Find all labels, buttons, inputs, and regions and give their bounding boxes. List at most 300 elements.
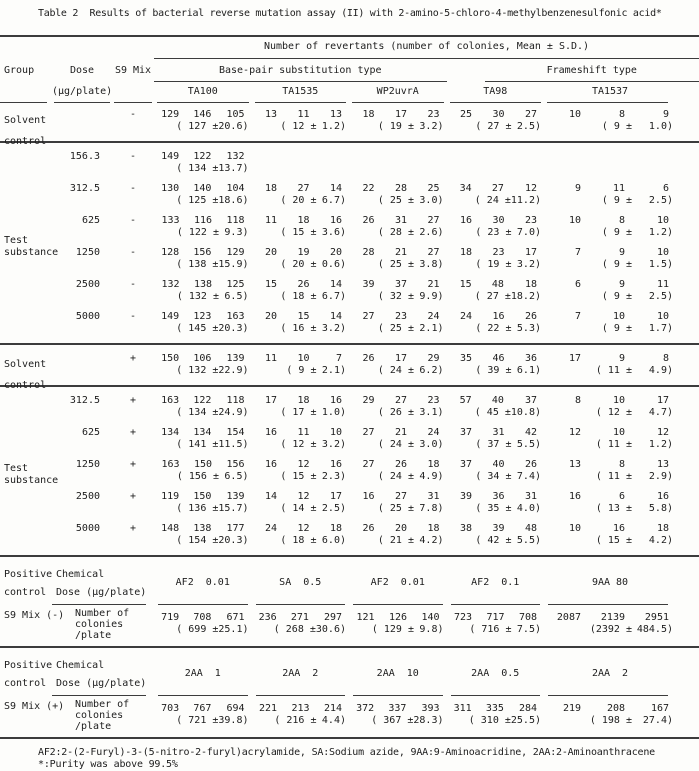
s9-mix-column-header: S9 Mix bbox=[112, 59, 154, 82]
strain-result-cell bbox=[544, 279, 676, 303]
group-label-line: control bbox=[4, 675, 52, 693]
dose-row bbox=[0, 353, 699, 377]
colony-count: 17 bbox=[544, 353, 588, 365]
colony-count: 21 bbox=[382, 247, 415, 259]
colony-count: 16 bbox=[544, 491, 588, 503]
strain-result-cell bbox=[544, 699, 676, 732]
colony-count: 26 bbox=[349, 523, 382, 535]
colony-count: 104 bbox=[218, 183, 251, 195]
strain-result-cell bbox=[349, 459, 447, 483]
colony-count: 14 bbox=[317, 311, 350, 323]
footnote-abbreviations: AF2:2-(2-Furyl)-3-(5-nitro-2-furyl)acrylamide, SA:Sodium azide, 9AA:9-Aminoacridine, 2AA:2-Aminoanthracene bbox=[38, 747, 699, 759]
colony-count: 7 bbox=[317, 353, 350, 365]
strain-result-cell bbox=[252, 491, 350, 515]
header-strains-row bbox=[0, 82, 699, 98]
mean-value: ( 11 ± bbox=[544, 439, 632, 451]
footnote-purity: *:Purity was above 99.5% bbox=[38, 759, 699, 771]
colony-count: 36 bbox=[512, 353, 545, 365]
section-divider bbox=[0, 646, 699, 648]
colony-count: 39 bbox=[447, 491, 480, 503]
segment-line bbox=[548, 604, 668, 605]
sd-value: 4.7) bbox=[632, 407, 676, 419]
positive-chemical-dose: 2AA 2 bbox=[252, 656, 350, 693]
colony-count: 9 bbox=[588, 353, 632, 365]
colony-count: 26 bbox=[382, 459, 415, 471]
colony-count: 18 bbox=[632, 523, 676, 535]
strain-result-cell bbox=[154, 215, 252, 239]
strain-result-cell bbox=[154, 151, 252, 175]
sd-value: 2.9) bbox=[632, 471, 676, 483]
mean-value: ( 156 ± bbox=[154, 471, 219, 483]
strain-result-cell bbox=[252, 395, 350, 419]
colony-count: 31 bbox=[382, 215, 415, 227]
colony-count: 17 bbox=[252, 395, 285, 407]
colony-count: 14 bbox=[252, 491, 285, 503]
colony-count: 694 bbox=[218, 703, 251, 715]
dose-row bbox=[0, 279, 699, 303]
sd-value: 3.2) bbox=[317, 439, 350, 451]
sd-value: 4.4) bbox=[317, 715, 350, 727]
colony-count: 31 bbox=[414, 491, 447, 503]
colony-count: 15 bbox=[447, 279, 479, 291]
mean-value: ( 25 ± bbox=[349, 195, 414, 207]
group-label-line: Positive bbox=[4, 657, 52, 675]
segment-line bbox=[451, 695, 541, 696]
colony-count: 719 bbox=[154, 612, 186, 624]
segment-line bbox=[353, 604, 443, 605]
colony-count: 24 bbox=[447, 311, 480, 323]
colony-count: 11 bbox=[284, 109, 317, 121]
mean-value: ( 20 ± bbox=[252, 195, 317, 207]
strain-result-cell bbox=[447, 215, 545, 239]
dose-row bbox=[0, 395, 699, 419]
mean-value: ( 25 ± bbox=[349, 323, 414, 335]
sd-value: 1.2) bbox=[632, 439, 676, 451]
strain-result-cell bbox=[154, 608, 252, 641]
section-divider bbox=[0, 343, 699, 345]
strain-result-cell bbox=[349, 491, 447, 515]
colony-count: 27 bbox=[479, 183, 511, 195]
colony-count: 57 bbox=[447, 395, 479, 407]
colony-count: 134 bbox=[186, 427, 218, 439]
dose-column-header: Dose bbox=[52, 59, 112, 82]
dose-label-line: Dose (μg/plate) bbox=[56, 584, 154, 602]
colony-count-label-line: /plate bbox=[75, 721, 154, 732]
s9-mix-value: + bbox=[112, 491, 154, 515]
mean-value: ( 141 ± bbox=[154, 439, 218, 451]
colony-count: 26 bbox=[284, 279, 317, 291]
s9-mix-label: S9 Mix (-) bbox=[0, 608, 52, 641]
colony-count: 24 bbox=[414, 427, 447, 439]
sd-value: 3.2) bbox=[317, 323, 350, 335]
strain-result-cell bbox=[349, 523, 447, 547]
colony-count: 24 bbox=[252, 523, 285, 535]
dose-row bbox=[0, 311, 699, 335]
footnotes bbox=[38, 747, 699, 771]
sd-value: 6.1) bbox=[512, 365, 545, 377]
mean-value: ( 16 ± bbox=[252, 323, 317, 335]
mean-value: ( 127 ± bbox=[154, 121, 218, 133]
mean-value: ( 25 ± bbox=[349, 259, 414, 271]
colony-count: 123 bbox=[186, 311, 218, 323]
segment-line bbox=[256, 604, 346, 605]
divider-segments-row bbox=[0, 602, 699, 605]
colony-count: 29 bbox=[414, 353, 447, 365]
dose-value: 312.5 bbox=[52, 183, 112, 207]
chemical-dose-label bbox=[52, 656, 154, 693]
colony-count: 37 bbox=[382, 279, 415, 291]
segment-line bbox=[54, 102, 110, 103]
colony-count: 18 bbox=[447, 247, 480, 259]
group-label-line: control bbox=[4, 131, 46, 152]
segment-line bbox=[158, 604, 248, 605]
dose-row bbox=[0, 183, 699, 207]
colony-count: 150 bbox=[154, 353, 186, 365]
strain-result-cell bbox=[349, 608, 447, 641]
sd-value: 2.5) bbox=[632, 291, 676, 303]
colony-count: 27 bbox=[512, 109, 545, 121]
mean-value: ( 716 ± bbox=[447, 624, 512, 636]
colony-count: 14 bbox=[317, 183, 350, 195]
colony-count: 16 bbox=[252, 459, 285, 471]
colony-count: 138 bbox=[186, 523, 218, 535]
colony-count: 42 bbox=[512, 427, 545, 439]
dose-value: 2500 bbox=[52, 279, 112, 303]
colony-count: 163 bbox=[154, 459, 187, 471]
colony-count: 139 bbox=[218, 491, 251, 503]
colony-count: 129 bbox=[154, 109, 186, 121]
colony-count: 163 bbox=[154, 395, 186, 407]
strain-result-cell bbox=[252, 279, 350, 303]
colony-count: 16 bbox=[479, 311, 512, 323]
sd-value: 6.2) bbox=[414, 365, 447, 377]
revertants-header: Number of revertants (number of colonies, Mean ± S.D.) bbox=[154, 37, 699, 59]
strain-result-cell bbox=[544, 523, 676, 547]
colony-count: 27 bbox=[382, 395, 415, 407]
colony-count: 16 bbox=[317, 395, 350, 407]
dose-value: 312.5 bbox=[52, 395, 112, 419]
mean-value: ( 216 ± bbox=[252, 715, 317, 727]
colony-count: 15 bbox=[284, 311, 317, 323]
colony-count: 148 bbox=[154, 523, 186, 535]
colony-count: 337 bbox=[381, 703, 413, 715]
colony-count: 27 bbox=[349, 459, 382, 471]
colony-count: 219 bbox=[544, 703, 588, 715]
strain-result-cell bbox=[544, 247, 676, 271]
strain-result-cell bbox=[447, 608, 545, 641]
sd-value: 7.5) bbox=[512, 624, 545, 636]
mean-value: ( 9 ± bbox=[544, 259, 632, 271]
colony-count: 27 bbox=[349, 427, 382, 439]
mean-value: ( 15 ± bbox=[544, 535, 632, 547]
colony-count: 149 bbox=[154, 311, 186, 323]
sd-value: 5.3) bbox=[512, 323, 545, 335]
colony-count: 121 bbox=[349, 612, 382, 624]
colony-count: 18 bbox=[284, 215, 317, 227]
sd-value: 7.8) bbox=[414, 503, 447, 515]
sd-value: 2.5) bbox=[317, 503, 350, 515]
colony-count: 21 bbox=[382, 427, 415, 439]
colony-count: 7 bbox=[544, 311, 588, 323]
colony-count: 18 bbox=[414, 459, 447, 471]
section-divider bbox=[0, 555, 699, 557]
sd-value: 0.6) bbox=[317, 259, 350, 271]
s9-mix-value: + bbox=[112, 353, 154, 377]
colony-count: 122 bbox=[186, 395, 218, 407]
sd-value: 20.3) bbox=[218, 323, 251, 335]
strain-result-cell bbox=[349, 353, 447, 377]
colony-count: 271 bbox=[284, 612, 316, 624]
colony-count: 29 bbox=[349, 395, 382, 407]
colony-count-label bbox=[52, 699, 154, 732]
strain-result-cell bbox=[154, 459, 252, 483]
strain-result-cell bbox=[447, 311, 545, 335]
sd-value: 20.6) bbox=[218, 121, 251, 133]
sd-value: 2.1) bbox=[317, 365, 350, 377]
sd-value: 6.7) bbox=[317, 291, 350, 303]
sd-value: 5.5) bbox=[512, 439, 545, 451]
colony-count: 10 bbox=[544, 109, 588, 121]
strain-result-cell bbox=[447, 183, 545, 207]
colony-count: 26 bbox=[349, 353, 382, 365]
group-label-line: Solvent bbox=[4, 354, 46, 375]
sd-value: 4.0) bbox=[512, 503, 545, 515]
mean-value: ( 19 ± bbox=[447, 259, 512, 271]
sd-value: 11.5) bbox=[218, 439, 251, 451]
strain-result-cell bbox=[447, 279, 545, 303]
positive-chemical-row bbox=[0, 565, 699, 602]
sd-value: 1.2) bbox=[632, 227, 676, 239]
mean-value: ( 198 ± bbox=[544, 715, 632, 727]
sd-value: 3.0) bbox=[414, 195, 447, 207]
mean-value: ( 145 ± bbox=[154, 323, 218, 335]
strain-result-cell bbox=[154, 311, 252, 335]
strain-result-cell bbox=[154, 395, 252, 419]
header-underline-row bbox=[0, 98, 699, 103]
colony-count: 138 bbox=[187, 279, 220, 291]
dose-value: 5000 bbox=[52, 311, 112, 335]
results-table bbox=[0, 35, 699, 739]
strain-result-cell bbox=[252, 427, 350, 451]
colony-count: 26 bbox=[512, 459, 545, 471]
section-solvent-control-minus bbox=[0, 109, 699, 133]
colony-count: 23 bbox=[512, 215, 545, 227]
colony-count: 297 bbox=[316, 612, 349, 624]
colony-count: 28 bbox=[382, 183, 415, 195]
colony-count: 12 bbox=[284, 491, 317, 503]
base-pair-type-header: Base-pair substitution type bbox=[154, 59, 447, 82]
strain-result-cell bbox=[447, 523, 545, 547]
divider-segments-row bbox=[0, 693, 699, 696]
colony-count: 393 bbox=[413, 703, 446, 715]
mean-value: ( 24 ± bbox=[349, 439, 414, 451]
section-test-substance-plus bbox=[0, 395, 699, 547]
mean-value: ( 21 ± bbox=[349, 535, 414, 547]
mean-value: ( 132 ± bbox=[154, 291, 219, 303]
colony-count: 18 bbox=[252, 183, 285, 195]
strain-header-ta100: TA100 bbox=[154, 82, 252, 98]
mean-value: ( 13 ± bbox=[544, 503, 632, 515]
colony-count: 23 bbox=[382, 311, 415, 323]
sd-value: 2.6) bbox=[414, 227, 447, 239]
colony-count: 16 bbox=[317, 215, 350, 227]
positive-chemical-dose: 2AA 1 bbox=[154, 656, 252, 693]
colony-count: 23 bbox=[479, 247, 512, 259]
positive-chemical-dose: AF2 0.01 bbox=[154, 565, 252, 602]
group-label-line: substance bbox=[4, 247, 58, 259]
colony-count: 125 bbox=[219, 279, 252, 291]
mean-value: ( 136 ± bbox=[154, 503, 218, 515]
colony-count: 20 bbox=[252, 311, 285, 323]
group-label bbox=[4, 110, 46, 152]
colony-count: 149 bbox=[154, 151, 186, 163]
strain-result-cell bbox=[154, 353, 252, 377]
mean-value: ( 132 ± bbox=[154, 365, 218, 377]
colony-count: 134 bbox=[154, 427, 186, 439]
sd-value: 3.0) bbox=[414, 439, 447, 451]
colony-count: 723 bbox=[447, 612, 480, 624]
positive-chemical-dose: 2AA 10 bbox=[349, 656, 447, 693]
strain-result-cell bbox=[252, 183, 350, 207]
colony-count: 311 bbox=[447, 703, 479, 715]
colony-count: 106 bbox=[186, 353, 218, 365]
colony-count: 139 bbox=[218, 353, 251, 365]
sd-value: 9.9) bbox=[414, 291, 447, 303]
mean-value: ( 134 ± bbox=[154, 407, 218, 419]
s9-mix-label: S9 Mix (+) bbox=[0, 699, 52, 732]
colony-count: 6 bbox=[588, 491, 632, 503]
colony-count: 132 bbox=[218, 151, 251, 163]
colony-count: 16 bbox=[317, 459, 350, 471]
dose-row bbox=[0, 109, 699, 133]
colony-count: 12 bbox=[284, 459, 317, 471]
dose-row bbox=[0, 247, 699, 271]
colony-count: 34 bbox=[447, 183, 479, 195]
sd-value: 3.2) bbox=[414, 121, 447, 133]
colony-count: 46 bbox=[479, 353, 512, 365]
sd-value: 3.8) bbox=[414, 259, 447, 271]
colony-count: 13 bbox=[252, 109, 285, 121]
segment-line bbox=[114, 102, 152, 103]
sd-value: 2.5) bbox=[512, 121, 545, 133]
colony-count: 10 bbox=[588, 311, 632, 323]
group-label-line: control bbox=[4, 375, 46, 396]
section-solvent-control-plus bbox=[0, 353, 699, 377]
strain-result-cell bbox=[349, 215, 447, 239]
colony-count: 16 bbox=[588, 523, 632, 535]
positive-chemical-dose: 9AA 80 bbox=[544, 565, 676, 602]
strain-result-cell bbox=[544, 151, 676, 175]
sd-value: 20.3) bbox=[218, 535, 251, 547]
mean-value: ( 35 ± bbox=[447, 503, 512, 515]
s9-mix-value: - bbox=[112, 311, 154, 335]
sd-value: 6.7) bbox=[317, 195, 350, 207]
colony-count: 10 bbox=[632, 247, 676, 259]
mean-value: ( 9 ± bbox=[544, 121, 632, 133]
group-label bbox=[4, 354, 46, 396]
group-label-line: Solvent bbox=[4, 110, 46, 131]
section-divider bbox=[0, 737, 699, 739]
strain-result-cell bbox=[544, 491, 676, 515]
sd-value: 25.5) bbox=[511, 715, 544, 727]
mean-value: ( 25 ± bbox=[349, 503, 414, 515]
colony-count: 130 bbox=[154, 183, 186, 195]
colony-count: 6 bbox=[632, 183, 676, 195]
strain-result-cell bbox=[544, 395, 676, 419]
colony-count: 122 bbox=[186, 151, 218, 163]
mean-value: ( 12 ± bbox=[252, 439, 317, 451]
strain-result-cell bbox=[252, 311, 350, 335]
colony-count-label bbox=[52, 608, 154, 641]
mean-value: ( 15 ± bbox=[252, 227, 317, 239]
colony-count: 10 bbox=[284, 353, 317, 365]
sd-value: 18.2) bbox=[511, 291, 544, 303]
colony-count: 10 bbox=[632, 215, 676, 227]
sd-value: 39.8) bbox=[218, 715, 251, 727]
colony-count: 2951 bbox=[632, 612, 676, 624]
sd-value: 15.7) bbox=[218, 503, 251, 515]
mean-value: ( 11 ± bbox=[544, 471, 632, 483]
colony-count: 9 bbox=[544, 183, 588, 195]
colony-count: 26 bbox=[512, 311, 545, 323]
colony-count: 37 bbox=[447, 459, 480, 471]
mean-value: ( 42 ± bbox=[447, 535, 512, 547]
colony-count: 18 bbox=[349, 109, 382, 121]
colony-count: 703 bbox=[154, 703, 186, 715]
sd-value: 6.5) bbox=[219, 291, 252, 303]
strain-result-cell bbox=[544, 608, 676, 641]
section-test-substance-minus bbox=[0, 151, 699, 335]
sd-value: 1.0) bbox=[632, 121, 676, 133]
mean-value: ( 18 ± bbox=[252, 291, 317, 303]
group-label bbox=[4, 463, 58, 487]
strain-result-cell bbox=[544, 311, 676, 335]
mean-value: ( 310 ± bbox=[447, 715, 511, 727]
colony-count: 11 bbox=[252, 353, 285, 365]
colony-count: 8 bbox=[588, 215, 632, 227]
positive-chemical-dose: AF2 0.01 bbox=[349, 565, 447, 602]
colony-count: 10 bbox=[588, 395, 632, 407]
group-label bbox=[4, 235, 58, 259]
strain-result-cell bbox=[544, 183, 676, 207]
mean-value: ( 22 ± bbox=[447, 323, 512, 335]
colony-count: 9 bbox=[588, 279, 632, 291]
mean-value: ( 34 ± bbox=[447, 471, 512, 483]
colony-count: 208 bbox=[588, 703, 632, 715]
strain-result-cell bbox=[252, 109, 350, 133]
mean-value: ( 12 ± bbox=[544, 407, 632, 419]
mean-value: ( 27 ± bbox=[447, 121, 512, 133]
dose-row bbox=[0, 459, 699, 483]
dose-value: 1250 bbox=[52, 247, 112, 271]
strain-result-cell bbox=[349, 247, 447, 271]
mean-value: ( 154 ± bbox=[154, 535, 218, 547]
strain-result-cell bbox=[252, 215, 350, 239]
mean-value: ( 129 ± bbox=[349, 624, 414, 636]
strain-result-cell bbox=[544, 109, 676, 133]
colony-count: 7 bbox=[544, 247, 588, 259]
colony-count: 671 bbox=[218, 612, 251, 624]
colony-count: 17 bbox=[632, 395, 676, 407]
colony-count: 335 bbox=[479, 703, 511, 715]
colony-count: 13 bbox=[317, 109, 350, 121]
colony-count: 40 bbox=[479, 459, 512, 471]
colony-count: 28 bbox=[349, 247, 382, 259]
colony-count: 163 bbox=[218, 311, 251, 323]
strain-result-cell bbox=[447, 151, 545, 175]
colony-count-label-line: colonies bbox=[75, 619, 154, 630]
sd-value: 6.0) bbox=[317, 535, 350, 547]
